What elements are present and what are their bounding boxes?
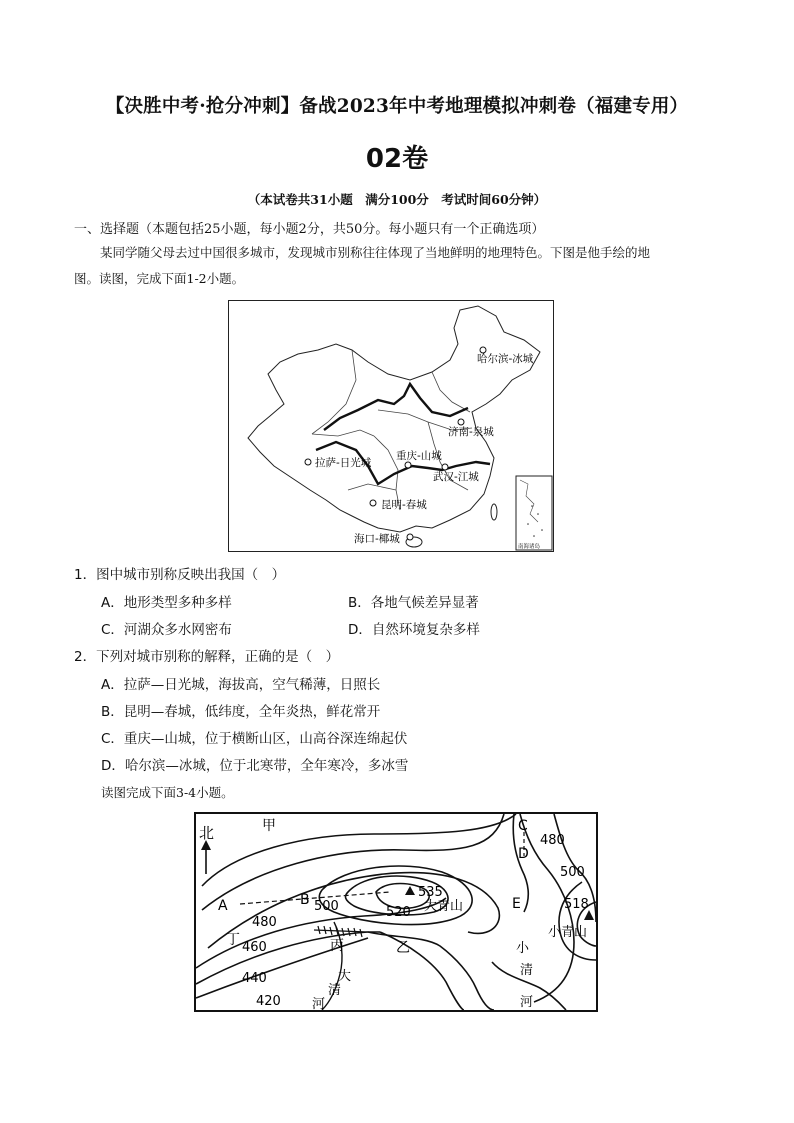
- city-label-kunming: 昆明-春城: [381, 499, 427, 511]
- contour-label-520: 520: [386, 905, 411, 920]
- label-A: A: [218, 898, 228, 914]
- question-1-option-d[interactable]: D．自然环境复杂多样: [348, 622, 480, 638]
- city-label-harbin: 哈尔滨-冰城: [477, 353, 534, 365]
- contour-label-460: 460: [242, 940, 267, 955]
- city-label-lhasa: 拉萨-日光城: [315, 457, 372, 469]
- question-1-option-c[interactable]: C．河湖众多水网密布: [101, 622, 232, 638]
- city-label-haikou: 海口-椰城: [354, 533, 400, 545]
- question-2-option-a[interactable]: A．拉萨—日光城，海拔高，空气稀薄，日照长: [101, 677, 381, 693]
- label-yi: 乙: [396, 940, 410, 956]
- city-label-wuhan: 武汉-江城: [433, 471, 479, 483]
- volume-label: 02卷: [365, 144, 429, 174]
- label-B: B: [300, 892, 310, 908]
- question-1-option-a[interactable]: A．地形类型多种多样: [101, 595, 232, 611]
- intro-line-2: 图。读图，完成下面1-2小题。: [74, 271, 245, 286]
- river-xq-2: 清: [520, 963, 534, 978]
- contour-label-500-left: 500: [314, 899, 339, 914]
- contour-label-480-left: 480: [252, 915, 277, 930]
- contour-map: [194, 812, 598, 1012]
- question-2-option-b[interactable]: B．昆明—春城，低纬度，全年炎热，鲜花常开: [101, 704, 381, 720]
- contour-label-440: 440: [242, 971, 267, 986]
- china-city-map: [228, 300, 554, 552]
- inset-label: 南海诸岛: [518, 544, 541, 550]
- label-C: C: [518, 818, 528, 834]
- peak-name-daqingshan: 大青山: [424, 899, 464, 914]
- label-ding: 丁: [226, 932, 240, 948]
- river-dq-2: 清: [328, 983, 342, 998]
- intro-paragraph: [74, 240, 724, 292]
- city-label-jinan: 济南-泉城: [448, 426, 494, 438]
- question-2-stem: 2．下列对城市别称的解释，正确的是（ ）: [74, 649, 340, 665]
- label-E: E: [512, 896, 521, 912]
- exam-title: 【决胜中考·抢分冲刺】备战2023年中考地理模拟冲刺卷（福建专用）: [105, 96, 689, 117]
- label-D: D: [518, 846, 529, 862]
- contour-label-480-right: 480: [540, 833, 565, 848]
- contour-label-420: 420: [256, 994, 281, 1009]
- question-2-option-d[interactable]: D．哈尔滨—冰城，位于北寒带，全年寒冷，多冰雪: [101, 758, 409, 774]
- south-china-sea-inset: [516, 476, 552, 550]
- exam-info: （本试卷共31小题 满分100分 考试时间60分钟）: [247, 192, 547, 207]
- north-label: 北: [199, 824, 215, 842]
- river-xq-1: 小: [516, 941, 530, 956]
- river-dq-3: 河: [312, 997, 326, 1012]
- peak-elevation-535: 535: [418, 885, 443, 900]
- question-1-stem: 1．图中城市别称反映出我国（ ）: [74, 567, 286, 583]
- intro-questions-3-4: 读图完成下面3-4小题。: [101, 785, 234, 800]
- peak-name-xiaoqingshan: 小青山: [548, 925, 588, 940]
- contour-label-500-right: 500: [560, 865, 585, 880]
- peak-elevation-518: 518: [564, 897, 589, 912]
- label-jia: 甲: [262, 818, 276, 834]
- river-xq-3: 河: [520, 995, 534, 1010]
- section-heading: 一、选择题（本题包括25小题，每小题2分，共50分。每小题只有一个正确选项）: [74, 222, 545, 237]
- question-1-option-b[interactable]: B．各地气候差异显著: [348, 595, 479, 611]
- river-dq-1: 大: [338, 969, 352, 984]
- label-bing: 丙: [330, 938, 344, 954]
- city-label-chongqing: 重庆-山城: [396, 450, 442, 462]
- question-2-option-c[interactable]: C．重庆—山城，位于横断山区，山高谷深连绵起伏: [101, 731, 408, 747]
- intro-line-1: 某同学随父母去过中国很多城市，发现城市别称往往体现了当地鲜明的地理特色。下图是他手绘的地: [100, 245, 651, 260]
